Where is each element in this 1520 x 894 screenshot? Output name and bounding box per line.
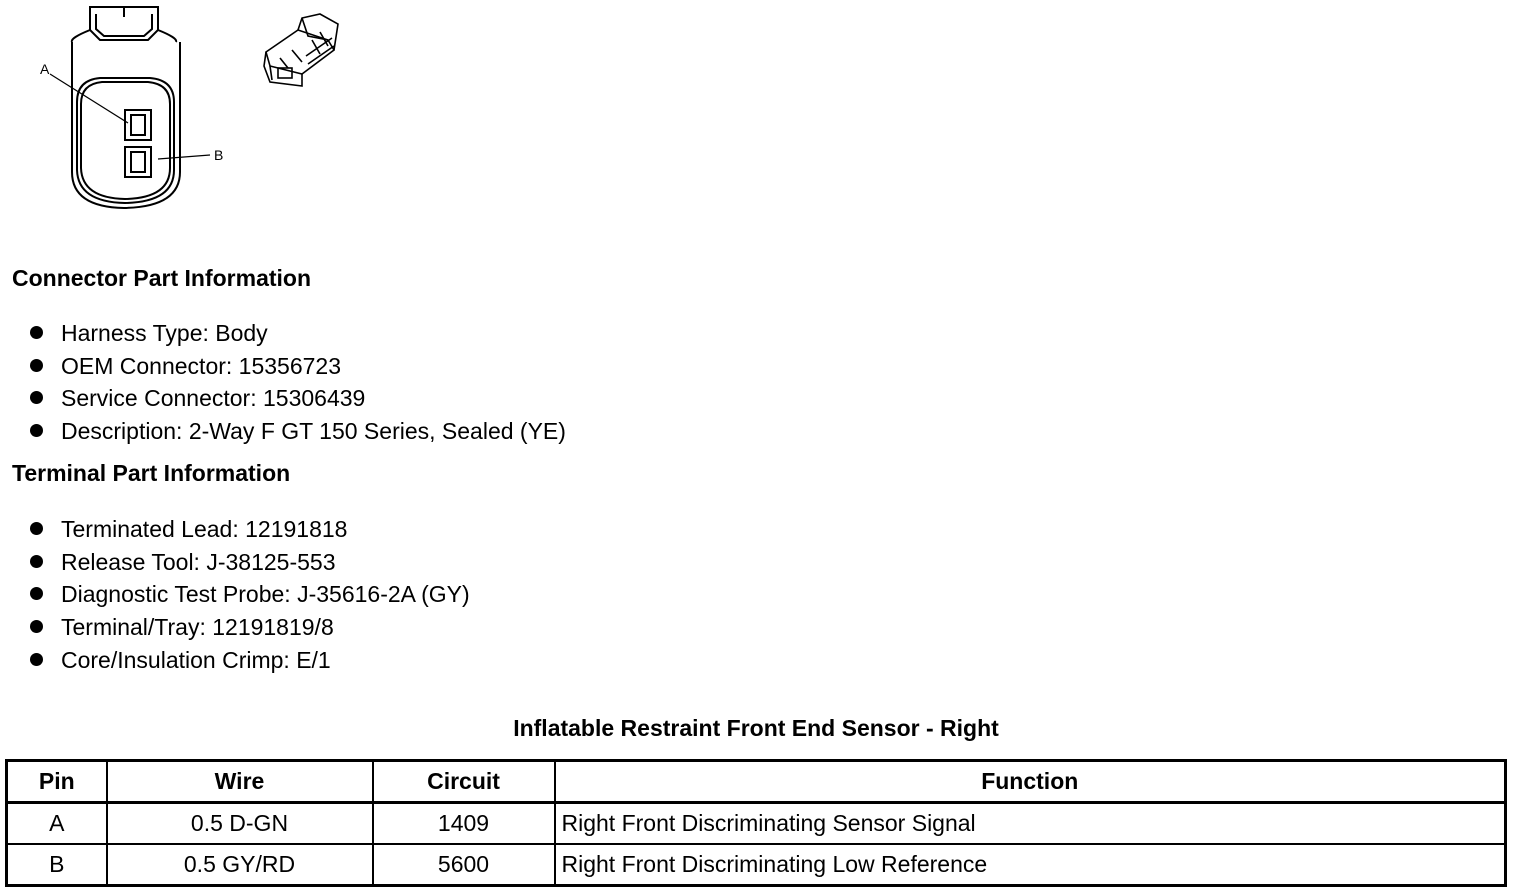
cell-function: Right Front Discriminating Low Reference: [555, 844, 1506, 886]
cell-pin: B: [7, 844, 107, 886]
bullet-icon: [30, 424, 43, 437]
list-item-text: Diagnostic Test Probe: J-35616-2A (GY): [61, 581, 470, 608]
cell-circuit: 5600: [373, 844, 555, 886]
bullet-icon: [30, 359, 43, 372]
connector-face-diagram: [30, 2, 240, 217]
pin-a-label: A: [40, 61, 50, 77]
cell-wire: 0.5 GY/RD: [107, 844, 373, 886]
list-item: [28, 644, 470, 677]
connector-isometric-icon: [258, 10, 342, 88]
bullet-icon: [30, 391, 43, 404]
list-item-text: Core/Insulation Crimp: E/1: [61, 646, 331, 673]
list-item: [28, 611, 470, 644]
header-wire: Wire: [107, 761, 373, 803]
list-item: [28, 415, 566, 448]
connector-part-info-list: [28, 317, 566, 448]
list-item-text: Service Connector: 15306439: [61, 385, 366, 412]
list-item-text: Harness Type: Body: [61, 320, 268, 346]
bullet-icon: [30, 653, 43, 666]
cell-function: Right Front Discriminating Sensor Signal: [555, 803, 1506, 845]
table-row: [7, 844, 1506, 886]
table-caption: Inflatable Restraint Front End Sensor - Right: [513, 715, 999, 741]
header-function: Function: [555, 761, 1506, 803]
header-pin: Pin: [7, 761, 107, 803]
list-item-text: Terminal/Tray: 12191819/8: [61, 614, 334, 641]
terminal-part-info-title: Terminal Part Information: [12, 460, 291, 486]
bullet-icon: [30, 587, 43, 600]
bullet-icon: [30, 620, 43, 633]
list-item: [28, 350, 566, 383]
list-item: [28, 382, 566, 415]
pin-b-label: B: [214, 147, 224, 163]
list-item: [28, 578, 470, 611]
cell-wire: 0.5 D-GN: [107, 803, 373, 845]
terminal-part-info-list: [28, 513, 470, 676]
list-item-text: Description: 2-Way F GT 150 Series, Sealed (YE): [61, 418, 566, 445]
table-row: [7, 803, 1506, 845]
bullet-icon: [30, 326, 43, 339]
list-item: [28, 546, 470, 579]
pin-out-table: [5, 759, 1507, 887]
table-header-row: [7, 761, 1506, 803]
list-item: [28, 513, 470, 546]
list-item: [28, 317, 566, 350]
connector-part-info-title: Connector Part Information: [12, 265, 312, 291]
header-circuit: Circuit: [373, 761, 555, 803]
list-item-text: OEM Connector: 15356723: [61, 352, 342, 379]
bullet-icon: [30, 522, 43, 535]
list-item-text: Release Tool: J-38125-553: [61, 548, 336, 575]
list-item-text: Terminated Lead: 12191818: [61, 516, 348, 542]
bullet-icon: [30, 555, 43, 568]
cell-pin: A: [7, 803, 107, 845]
cell-circuit: 1409: [373, 803, 555, 845]
